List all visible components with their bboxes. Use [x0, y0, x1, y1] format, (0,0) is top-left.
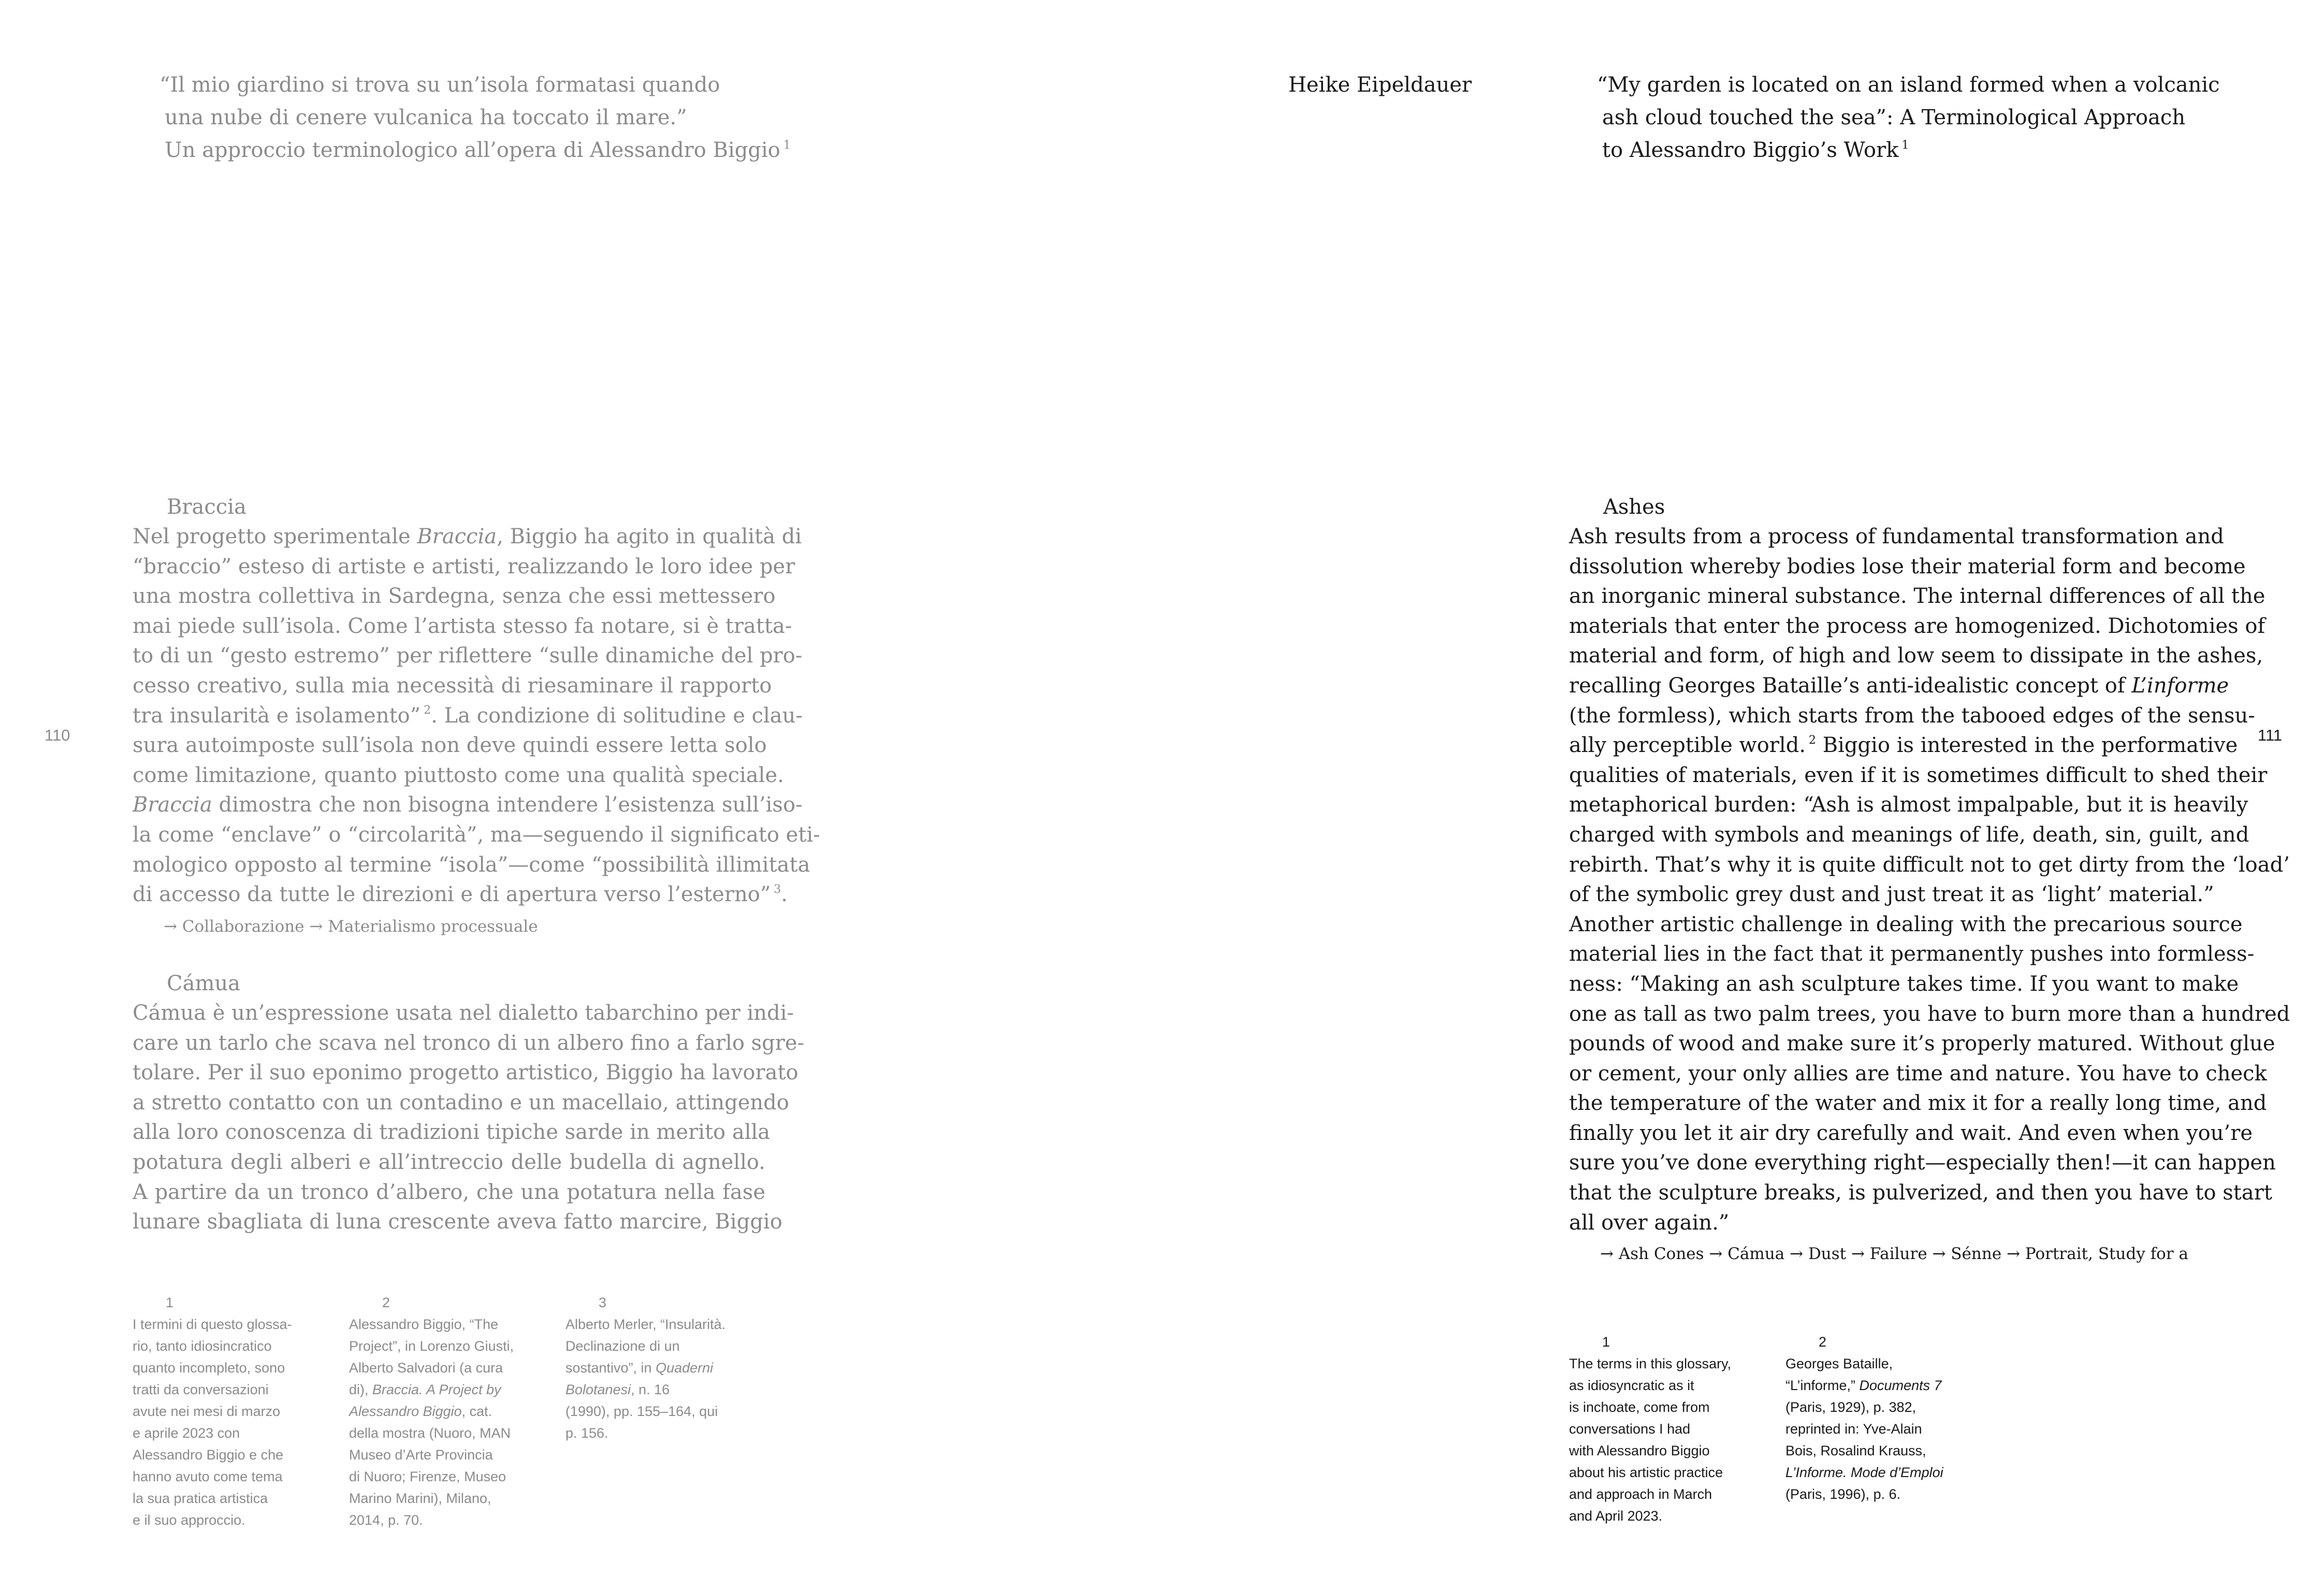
- crossref-ashes[interactable]: → Ash Cones → Cámua → Dust → Failure → Sénne → Portrait, Study for a: [1600, 1245, 2188, 1263]
- left-title-line-3: Un approccio terminologico all’opera di Alessandro Biggio $^1$: [165, 138, 791, 162]
- entry-heading-ashes: Ashes: [1603, 495, 1665, 519]
- author-name: Heike Eipeldauer: [1288, 73, 1472, 97]
- right-page-title: [1597, 69, 2220, 167]
- page-number-left: 110: [45, 726, 70, 744]
- footnote-2-right: 2 Georges Bataille, “L’informe,” Documents 7 (Paris, 1929), p. 382, reprinted in: Yve-Alain Bois, Rosalind Krauss, L’Informe. Mode d’Emploi (Paris, 1996), p. 6.: [1785, 1334, 1943, 1502]
- entry-heading-braccia: Braccia: [167, 495, 246, 519]
- left-title-line-1: “Il mio giardino si trova su un’isola formatasi quando: [159, 73, 720, 97]
- footnote-ref[interactable]: 2: [1809, 733, 1817, 747]
- left-title-line-2: una nube di cenere vulcanica ha toccato il mare.”: [165, 106, 687, 129]
- entry-body-ashes: Ash results from a process of fundamental transformation and dissolution whereby bodies lose their material form and become an inorganic mineral substance. The internal differences of all the materials that enter the process are homogenized. Dichotomies of material and form, of high and low seem to dissipate in the ashes, recalling Georges Bataille’s anti-idealistic concept of L’informe (the formless), which starts from the tabooed edges of the sensu- ally perceptible world. $^2$ Biggio is interested in the performative qualities of materials, even if it is sometimes difficult to shed their metaphorical burden: “Ash is almost impalpable, but it is heavily charged with symbols and meanings of life, death, sin, guilt, and rebirth. That’s why it is quite difficult not to get dirty from the ‘load’ of the symbolic grey dust and just treat it as ‘light’ material.” Another artistic challenge in dealing with the precarious source material lies in the fact that it permanently pushes into formless- ness: “Making an ash sculpture takes time. If you want to make one as tall as two palm trees, you have to burn more than a hundred pounds of wood and make sure it’s properly matured. Without glue or cement, your only allies are time and nature. You have to check the temperature of the water and mix it for a really long time, and finally you let it air dry carefully and wait. And even when you’re sure you’ve done everything right—especially then!—it can happen that the sculpture breaks, is pulverized, and then you have to start all over again.”: [1569, 525, 2290, 1235]
- crossref-braccia[interactable]: → Collaborazione → Materialismo processuale: [164, 917, 538, 936]
- right-title-line-3: to Alessandro Biggio’s Work $^1$: [1602, 138, 1909, 162]
- entry-heading-camua: Cámua: [167, 972, 240, 995]
- footnote-2-left: 2 Alessandro Biggio, “The Project”, in Lorenzo Giusti, Alberto Salvadori (a cura di), Braccia. A Project by Alessandro Biggio, cat. della mostra (Nuoro, MAN Museo d’Arte Provincia di Nuoro; Firenze, Museo Marino Marini), Milano, 2014, p. 70.: [349, 1295, 514, 1528]
- footnote-ref[interactable]: 1: [1901, 138, 1909, 152]
- left-page-title: [159, 69, 791, 167]
- footnote-ref[interactable]: 1: [783, 138, 791, 152]
- right-title-line-2: ash cloud touched the sea”: A Terminological Approach: [1602, 106, 2186, 129]
- footnote-1-right: 1 The terms in this glossary, as idiosyncratic as it is inchoate, come from conversations I had with Alessandro Biggio about his artistic practice and approach in March and April 2023.: [1569, 1334, 1732, 1524]
- footnote-3-left: 3 Alberto Merler, “Insularità. Declinazione di un sostantivo”, in Quaderni Bolotanesi, n. 16 (1990), pp. 155–164, qui p. 156.: [565, 1295, 726, 1441]
- entry-body-braccia: Nel progetto sperimentale Braccia, Biggio ha agito in qualità di “braccio” esteso di artiste e artisti, realizzando le loro idee per una mostra collettiva in Sardegna, senza che essi mettessero mai piede sull’isola. Come l’artista stesso fa notare, si è tratta- to di un “gesto estremo” per riflettere “sulle dinamiche del pro- cesso creativo, sulla mia necessità di riesaminare il rapporto tra insularità e isolamento” $^2$. La condizione di solitudine e clau- sura autoimposte sull’isola non deve quindi essere letta solo come limitazione, quanto piuttosto come una qualità speciale. Braccia dimostra che non bisogna intendere l’esistenza sull’iso- la come “enclave” o “circolarità”, ma—seguendo il significato eti- mologico opposto al termine “isola”—come “possibilità illimitata di accesso da tutte le direzioni e di apertura verso l’esterno” $^3$.: [133, 525, 820, 907]
- footnote-1-left: 1 I termini di questo glossa- rio, tanto idiosincratico quanto incompleto, sono tratti da conversazioni avute nei mesi di marzo e aprile 2023 con Alessandro Biggio e che hanno avuto come tema la sua pratica artistica e il suo approccio.: [133, 1295, 292, 1528]
- right-title-line-1: “My garden is located on an island formed when a volcanic: [1597, 73, 2220, 97]
- footnote-ref[interactable]: 2: [424, 704, 431, 717]
- footnote-ref[interactable]: 3: [774, 883, 781, 896]
- entry-body-camua: Cámua è un’espressione usata nel dialetto tabarchino per indi- care un tarlo che scava nel tronco di un albero fino a farlo sgre- tolare. Per il suo eponimo progetto artistico, Biggio ha lavorato a stretto contatto con un contadino e un macellaio, attingendo alla loro conoscenza di tradizioni tipiche sarde in merito alla potatura degli alberi e all’intreccio delle budella di agnello. A partire da un tronco d’albero, che una potatura nella fase lunare sbagliata di luna crescente aveva fatto marcire, Biggio: [133, 1001, 805, 1234]
- page-number-right: 111: [2258, 726, 2283, 744]
